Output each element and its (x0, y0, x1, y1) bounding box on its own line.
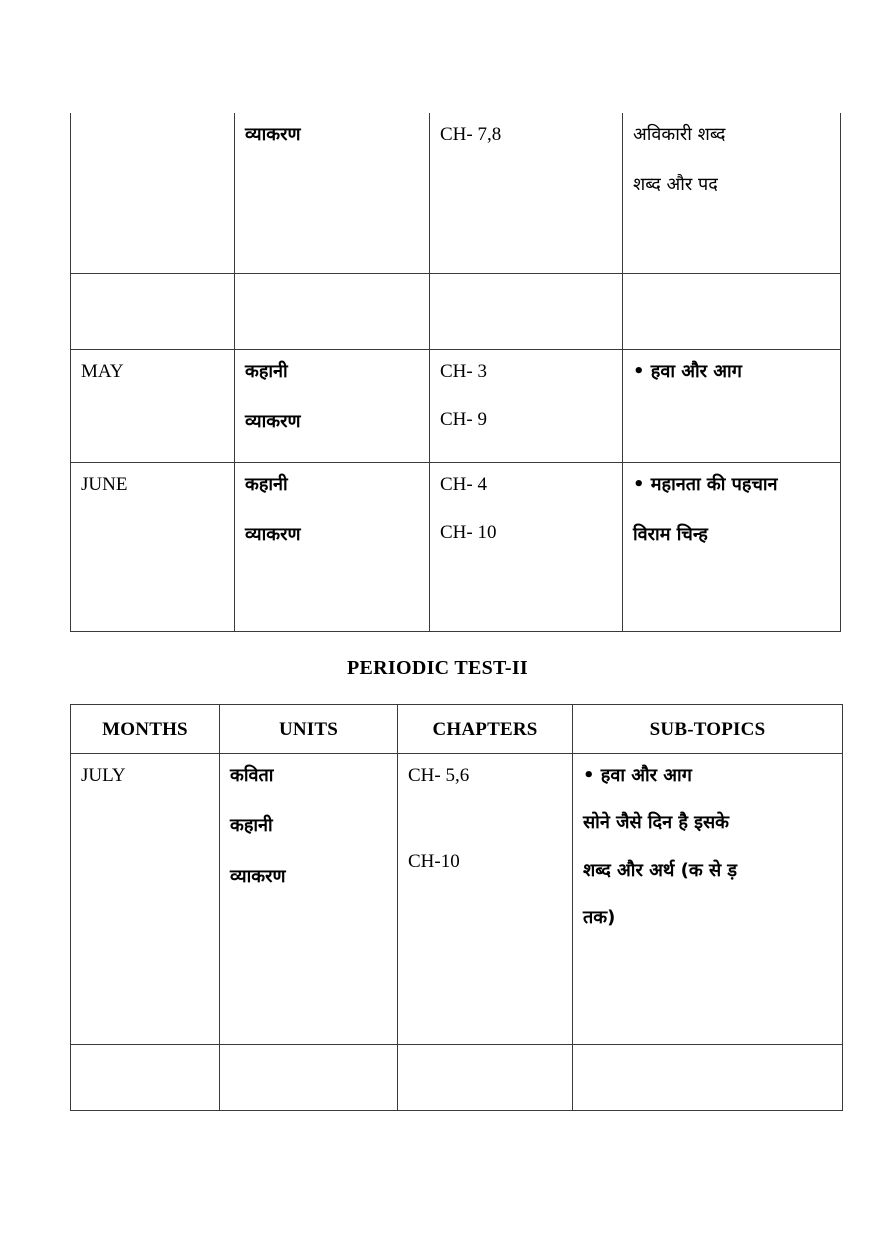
subtopic-label: शब्द और अर्थ (क से ड़ (583, 859, 738, 881)
cell-units (235, 274, 430, 350)
cell-subtopics (623, 113, 841, 274)
subtopic-label: सोने जैसे दिन है इसके (583, 812, 730, 834)
table-row (71, 754, 843, 1045)
chapter-label: CH-10 (408, 850, 460, 872)
column-header-chapters: CHAPTERS (398, 705, 573, 754)
table-row (71, 113, 841, 274)
month-label: MAY (81, 361, 124, 382)
column-header-units: UNITS (220, 705, 398, 754)
cell-chapters (430, 350, 623, 463)
subtopic-label: शब्द और पद (633, 174, 718, 196)
cell-units (235, 350, 430, 463)
unit-label: व्याकरण (245, 411, 301, 433)
periodic-test-heading: PERIODIC TEST-II (347, 657, 528, 679)
cell-units (220, 1045, 398, 1111)
unit-label: कहानी (245, 361, 288, 382)
cell-chapters (430, 274, 623, 350)
chapter-label: CH- 9 (440, 408, 487, 430)
subtopic-label: • हवा और आग (583, 765, 692, 786)
cell-month (71, 113, 235, 274)
spacer (81, 284, 82, 302)
table-header-row (71, 705, 843, 754)
column-header-months: MONTHS (71, 705, 220, 754)
spacer (81, 123, 82, 141)
syllabus-table-periodic-test-2 (70, 704, 843, 1111)
subtopic-label: अविकारी शब्द (633, 124, 726, 145)
cell-units (235, 113, 430, 274)
cell-subtopics (573, 1045, 843, 1111)
syllabus-table-continued (70, 113, 841, 632)
table-row-empty (71, 1045, 843, 1111)
cell-chapters (398, 1045, 573, 1111)
subtopic-label: तक) (583, 907, 616, 929)
cell-subtopics (623, 350, 841, 463)
cell-units (235, 463, 430, 632)
cell-chapters (398, 754, 573, 1045)
table-row (71, 463, 841, 632)
chapter-label: CH- 4 (440, 474, 487, 495)
cell-units (220, 754, 398, 1045)
table-row (71, 350, 841, 463)
cell-subtopics (623, 274, 841, 350)
cell-month (71, 350, 235, 463)
unit-label: व्याकरण (230, 865, 286, 887)
cell-month (71, 754, 220, 1045)
cell-month (71, 274, 235, 350)
unit-label: व्याकरण (245, 524, 301, 546)
spacer (81, 1055, 82, 1073)
subtopic-label: विराम चिन्ह (633, 524, 708, 546)
chapter-label: CH- 5,6 (408, 765, 470, 786)
unit-label: व्याकरण (245, 124, 301, 145)
chapter-label: CH- 10 (440, 521, 497, 543)
cell-month (71, 463, 235, 632)
chapter-label: CH- 3 (440, 361, 487, 382)
month-label: JUNE (81, 474, 128, 495)
subtopic-label: • हवा और आग (633, 361, 742, 382)
cell-chapters (430, 113, 623, 274)
cell-subtopics (623, 463, 841, 632)
cell-chapters (430, 463, 623, 632)
chapter-label: CH- 7,8 (440, 124, 502, 145)
unit-label: कहानी (245, 474, 288, 495)
cell-subtopics (573, 754, 843, 1045)
table-row-empty (71, 274, 841, 350)
month-label: JULY (81, 765, 126, 786)
cell-month (71, 1045, 220, 1111)
column-header-subtopics: SUB-TOPICS (573, 705, 843, 754)
unit-label: कविता (230, 765, 274, 786)
subtopic-label: • महानता की पहचान (633, 474, 778, 495)
unit-label: कहानी (230, 815, 273, 837)
